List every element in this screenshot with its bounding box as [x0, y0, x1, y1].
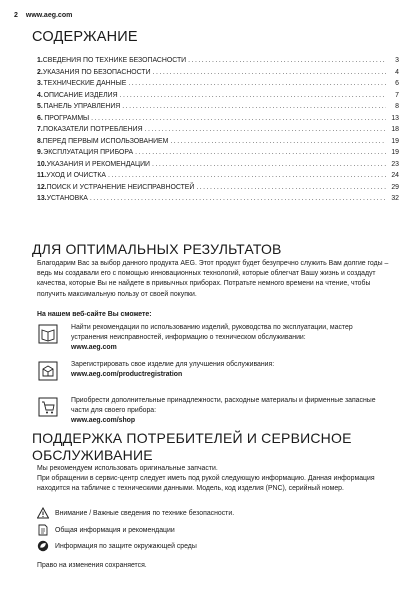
- register-product-icon: [37, 360, 59, 382]
- toc-title-text: УКАЗАНИЯ И РЕКОМЕНДАЦИИ: [46, 160, 151, 168]
- toc-page: 24: [391, 172, 399, 179]
- toc-leader-dots: [145, 126, 386, 133]
- toc-title-text: ПОИСК И УСТРАНЕНИЕ НЕИСПРАВНОСТЕЙ: [46, 183, 195, 191]
- environment-icon: [37, 540, 49, 552]
- toc-number: 10.: [37, 160, 47, 168]
- toc-row[interactable]: [37, 161, 399, 173]
- toc-number: 7.: [37, 126, 43, 133]
- legend-warning: [37, 507, 397, 519]
- toc-row[interactable]: [37, 149, 399, 161]
- toc-page: 13: [391, 114, 399, 122]
- legend-text: Информация по защите окружающей среды: [55, 542, 197, 550]
- toc-leader-dots: [91, 115, 386, 122]
- toc-number: 13.: [37, 195, 47, 202]
- toc-leader-dots: [170, 138, 386, 145]
- legend-text: Внимание / Важные сведения по технике безопасности.: [55, 509, 235, 517]
- toc-title: СОДЕРЖАНИЕ: [32, 29, 138, 45]
- service-text: Приобрести дополнительные принадлежности, расходные материалы и фирменные запасные части для своего прибора:: [71, 397, 376, 414]
- toc-page: 7: [395, 91, 399, 99]
- warning-icon: [37, 507, 49, 519]
- toc-leader-dots: [152, 161, 386, 168]
- service-text: Найти рекомендации по использованию изделий, руководства по эксплуатации, мастер устранения неисправностей, информацию о техническом обслуживании:: [71, 324, 353, 341]
- service-item-registration: [37, 360, 397, 382]
- service-link[interactable]: www.aeg.com/shop: [71, 417, 136, 424]
- toc-leader-dots: [120, 92, 386, 99]
- toc-leader-dots: [196, 184, 386, 191]
- service-text: Зарегистрировать свое изделие для улучшения обслуживания:: [71, 361, 275, 368]
- support-heading: ПОДДЕРЖКА ПОТРЕБИТЕЛЕЙ И СЕРВИСНОЕ ОБСЛУЖИВАНИЕ: [32, 430, 352, 463]
- toc-row[interactable]: [37, 172, 399, 184]
- toc-page: 32: [391, 195, 399, 202]
- toc-leader-dots: [90, 195, 386, 202]
- results-intro: Благодарим Вас за выбор данного продукта AEG. Этот продукт будет безупречно служить Вам долгие годы – ведь мы создавали его с помощью инновационных технологий, которые облегчат Вашу жизнь и создадут качества, которые Вы не найдете в привычных приборах. Потратьте немного времени на чтение, чтобы получить максимальную пользу от своей покупки.: [37, 260, 389, 298]
- toc-number: 11.: [37, 172, 47, 179]
- toc-number: 12.: [37, 183, 47, 191]
- support-text: [37, 464, 397, 494]
- toc-title-text: ПОКАЗАТЕЛИ ПОТРЕБЛЕНИЯ: [43, 126, 143, 133]
- toc-page: 4: [395, 68, 399, 76]
- toc-page: 19: [391, 149, 399, 156]
- book-icon: [37, 323, 59, 345]
- table-of-contents: [37, 57, 399, 207]
- toc-row[interactable]: [37, 92, 399, 104]
- service-item-manuals: [37, 323, 397, 353]
- toc-page: 8: [395, 103, 399, 110]
- toc-page: 19: [391, 137, 399, 145]
- toc-title-text: УХОД И ОЧИСТКА: [46, 172, 106, 179]
- toc-page: 6: [395, 80, 399, 87]
- toc-leader-dots: [128, 80, 386, 87]
- legend-environment: [37, 540, 397, 552]
- page-number: 2: [14, 12, 18, 19]
- page-header: [14, 12, 72, 19]
- toc-row[interactable]: [37, 57, 399, 69]
- service-link[interactable]: www.aeg.com: [71, 344, 117, 351]
- toc-leader-dots: [122, 103, 386, 110]
- toc-title-text: УСТАНОВКА: [46, 195, 88, 202]
- toc-title-text: ОПИСАНИЕ ИЗДЕЛИЯ: [43, 91, 118, 99]
- toc-number: 5.: [37, 103, 43, 110]
- toc-leader-dots: [135, 149, 386, 156]
- legend-text: Общая информация и рекомендации: [55, 526, 175, 534]
- toc-number: 1.: [37, 57, 43, 64]
- footer-note: Право на изменения сохраняется.: [37, 562, 147, 569]
- toc-number: 2.: [37, 68, 43, 76]
- toc-page: 29: [391, 183, 399, 191]
- toc-number: 8.: [37, 137, 43, 145]
- info-icon: [37, 524, 49, 536]
- toc-page: 18: [391, 126, 399, 133]
- toc-row[interactable]: [37, 103, 399, 115]
- service-item-shop: [37, 396, 397, 426]
- toc-title-text: СВЕДЕНИЯ ПО ТЕХНИКЕ БЕЗОПАСНОСТИ: [42, 57, 187, 64]
- toc-title-text: ЭКСПЛУАТАЦИЯ ПРИБОРА: [43, 149, 134, 156]
- toc-number: 3.: [37, 80, 43, 87]
- toc-row[interactable]: [37, 69, 399, 81]
- toc-title-text: ТЕХНИЧЕСКИЕ ДАННЫЕ: [43, 80, 127, 87]
- site-url[interactable]: www.aeg.com: [25, 12, 73, 19]
- toc-leader-dots: [108, 172, 386, 179]
- toc-leader-dots: [188, 57, 386, 64]
- toc-number: 4.: [37, 91, 43, 99]
- toc-page: 3: [395, 57, 399, 64]
- toc-row[interactable]: [37, 115, 399, 127]
- support-paragraph: При обращении в сервис-центр следует иметь под рукой следующую информацию. Данная информация находится на табличке с техническими данными. Модель, код изделия (PNC), серийный номер.: [37, 475, 375, 492]
- toc-row[interactable]: [37, 195, 399, 207]
- toc-number: 9.: [37, 149, 43, 156]
- support-paragraph: Мы рекомендуем использовать оригинальные запчасти.: [37, 465, 218, 472]
- results-heading: ДЛЯ ОПТИМАЛЬНЫХ РЕЗУЛЬТАТОВ: [32, 241, 282, 257]
- toc-row[interactable]: [37, 126, 399, 138]
- shopping-cart-icon: [37, 396, 59, 418]
- toc-page: 23: [391, 160, 399, 168]
- toc-number: 6.: [37, 114, 43, 122]
- toc-title-text: ПАНЕЛЬ УПРАВЛЕНИЯ: [43, 103, 121, 110]
- toc-title-text: ПЕРЕД ПЕРВЫМ ИСПОЛЬЗОВАНИЕМ: [42, 137, 169, 145]
- website-heading: На нашем веб-сайте Вы сможете:: [37, 311, 152, 318]
- toc-title-text: ПРОГРАММЫ: [44, 114, 90, 122]
- toc-row[interactable]: [37, 184, 399, 196]
- service-link[interactable]: www.aeg.com/productregistration: [71, 371, 183, 378]
- toc-leader-dots: [153, 69, 386, 76]
- toc-row[interactable]: [37, 138, 399, 150]
- legend-info: [37, 524, 397, 536]
- toc-title-text: УКАЗАНИЯ ПО БЕЗОПАСНОСТИ: [42, 68, 151, 76]
- toc-row[interactable]: [37, 80, 399, 92]
